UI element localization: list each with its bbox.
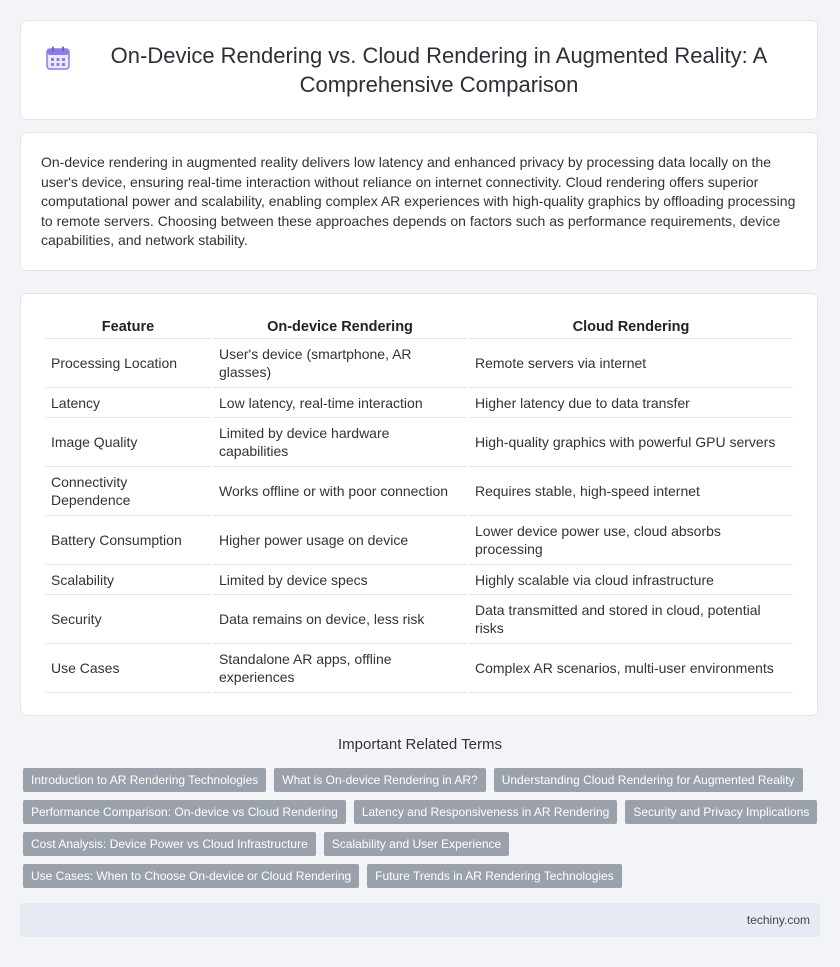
table-row <box>45 388 793 418</box>
table-cell: Security <box>45 595 211 644</box>
table-row <box>45 644 793 693</box>
related-term-tag[interactable]: Use Cases: When to Choose On-device or Cloud Rendering <box>23 864 359 888</box>
table-cell: Complex AR scenarios, multi-user environments <box>469 644 793 693</box>
title-card <box>20 20 818 120</box>
title-wrap <box>45 41 793 99</box>
table-cell: Use Cases <box>45 644 211 693</box>
table-cell: Low latency, real-time interaction <box>213 388 467 418</box>
table-cell: Processing Location <box>45 339 211 388</box>
table-cell: High-quality graphics with powerful GPU servers <box>469 418 793 467</box>
table-cell: Standalone AR apps, offline experiences <box>213 644 467 693</box>
table-cell: Connectivity Dependence <box>45 467 211 516</box>
comparison-table-card <box>20 293 818 716</box>
table-row <box>45 418 793 467</box>
table-cell: Lower device power use, cloud absorbs processing <box>469 516 793 565</box>
related-terms-list <box>23 768 823 888</box>
table-cell: Battery Consumption <box>45 516 211 565</box>
table-cell: Limited by device hardware capabilities <box>213 418 467 467</box>
table-cell: Data remains on device, less risk <box>213 595 467 644</box>
comparison-table <box>43 316 795 693</box>
related-term-tag[interactable]: Cost Analysis: Device Power vs Cloud Infrastructure <box>23 832 316 856</box>
table-header-row <box>45 316 793 339</box>
related-term-tag[interactable]: Understanding Cloud Rendering for Augmented Reality <box>494 768 803 792</box>
header-cloud: Cloud Rendering <box>469 316 793 339</box>
table-cell: Works offline or with poor connection <box>213 467 467 516</box>
intro-card <box>20 132 818 271</box>
table-cell: Higher latency due to data transfer <box>469 388 793 418</box>
footer-site-link[interactable]: techiny.com <box>746 913 810 927</box>
page-title: On-Device Rendering vs. Cloud Rendering in Augmented Reality: A Comprehensive Comparison <box>110 43 768 97</box>
related-term-tag[interactable]: Performance Comparison: On-device vs Cloud Rendering <box>23 800 346 824</box>
related-term-tag[interactable]: Scalability and User Experience <box>324 832 509 856</box>
table-cell: Highly scalable via cloud infrastructure <box>469 565 793 595</box>
table-cell: Data transmitted and stored in cloud, potential risks <box>469 595 793 644</box>
table-row <box>45 339 793 388</box>
table-cell: Remote servers via internet <box>469 339 793 388</box>
table-cell: Limited by device specs <box>213 565 467 595</box>
table-cell: Latency <box>45 388 211 418</box>
related-term-tag[interactable]: Latency and Responsiveness in AR Rendering <box>354 800 618 824</box>
related-term-tag[interactable]: Future Trends in AR Rendering Technologies <box>367 864 622 888</box>
table-cell: Requires stable, high-speed internet <box>469 467 793 516</box>
table-cell: Higher power usage on device <box>213 516 467 565</box>
table-row <box>45 467 793 516</box>
footer <box>20 903 820 937</box>
table-cell: Scalability <box>45 565 211 595</box>
related-term-tag[interactable]: Introduction to AR Rendering Technologies <box>23 768 266 792</box>
table-cell: User's device (smartphone, AR glasses) <box>213 339 467 388</box>
related-terms-heading: Important Related Terms <box>338 736 502 753</box>
table-row <box>45 565 793 595</box>
table-row <box>45 516 793 565</box>
table-row <box>45 595 793 644</box>
header-feature: Feature <box>45 316 211 339</box>
intro-paragraph: On-device rendering in augmented reality delivers low latency and enhanced privacy by processing data locally on the user's device, ensuring real-time interaction without reliance on internet connectivity. Cloud rendering offers superior computational power and scalability, enabling complex AR experiences with high-quality graphics by offloading processing to remote servers. Choosing between these approaches depends on factors such as performance requirements, device capabilities, and network stability. <box>41 154 796 248</box>
calendar-icon <box>45 45 71 71</box>
related-term-tag[interactable]: What is On-device Rendering in AR? <box>274 768 485 792</box>
table-cell: Image Quality <box>45 418 211 467</box>
header-on-device: On-device Rendering <box>213 316 467 339</box>
related-term-tag[interactable]: Security and Privacy Implications <box>625 800 817 824</box>
